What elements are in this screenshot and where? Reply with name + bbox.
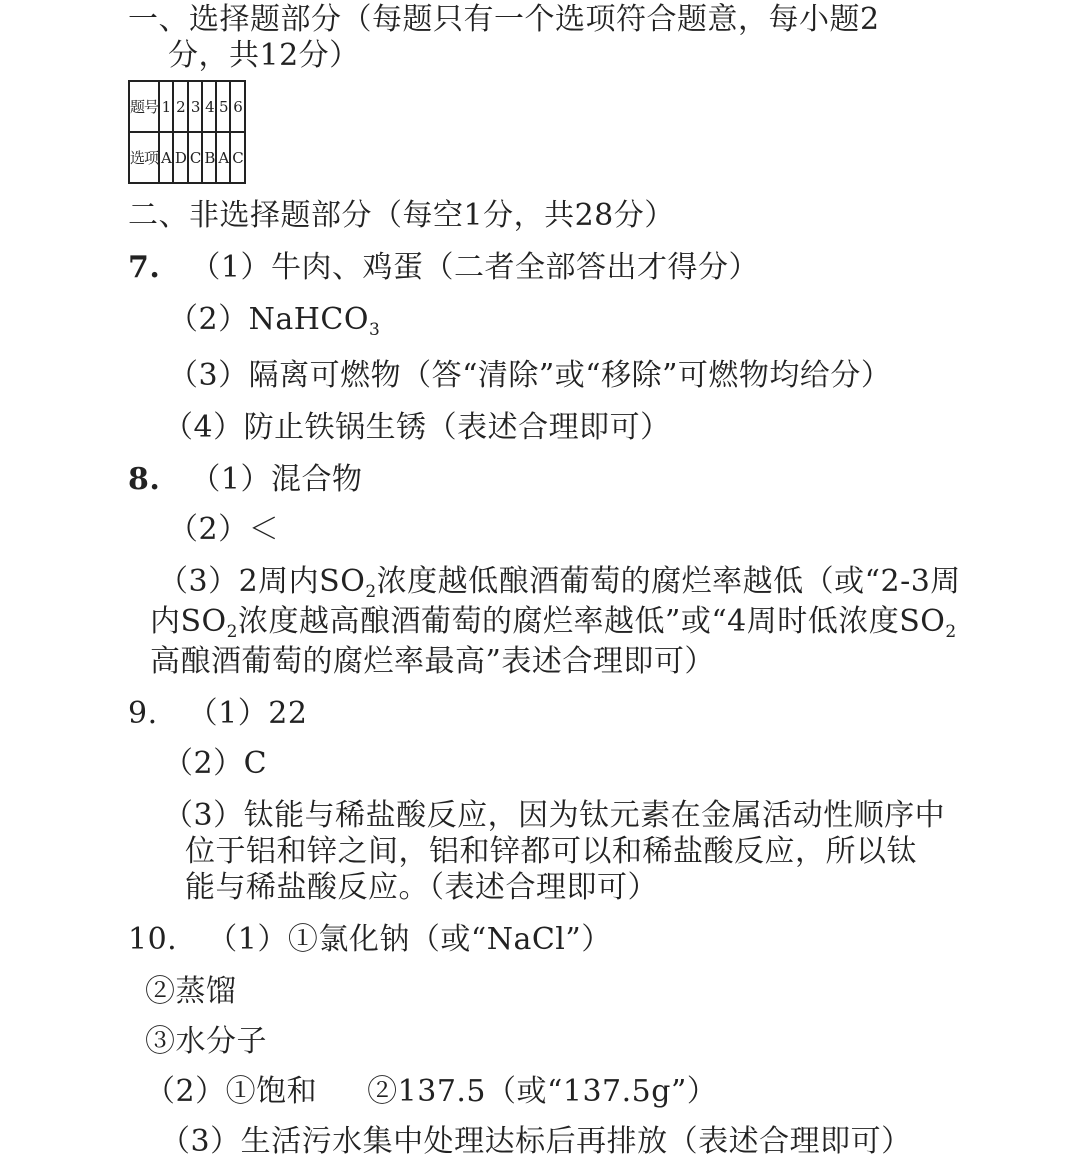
q7-answer-2-text: （2）NaHCO [168,302,369,337]
q8-number: 8. [128,462,161,497]
table-cell-option: B [202,132,216,183]
table-cell-number: 3 [188,81,202,132]
q10-number: 10. [128,922,178,957]
table-cell-number: 5 [216,81,230,132]
q10-answer-3: （3）生活污水集中处理达标后再排放（表述合理即可） [160,1124,912,1159]
q8-answer-1 [128,462,362,498]
q10-answer-2-part2: ②137.5（或“137.5g”） [367,1074,718,1109]
q8-a3-l1-part1: （3）2周内SO [158,564,366,599]
table-row-numbers [129,81,245,132]
q10-answer-1-2: ②蒸馏 [145,974,237,1009]
q9-answer-3-line3: 能与稀盐酸反应。（表述合理即可） [185,870,658,905]
q10-answer-1 [128,922,612,958]
q8-answer-3-line2 [150,604,957,640]
q10-answer-1-text: （1）①氯化钠（或“NaCl”） [207,922,612,957]
q10-answer-2-part1: （2）①饱和 [145,1074,318,1109]
table-cell-option: A [159,132,173,183]
q8-a3-l2-subscript: 2 [226,622,238,642]
section-one-heading-line1: 一、选择题部分（每题只有一个选项符合题意，每小题2 [128,2,880,37]
table-cell-option: C [230,132,244,183]
table-row-options [129,132,245,183]
q7-answer-1 [128,250,759,286]
table-cell-number: 6 [230,81,244,132]
table-cell-option: C [188,132,202,183]
q8-answer-1-text: （1）混合物 [190,462,363,497]
q8-a3-l2-part2: 浓度越高酿酒葡萄的腐烂率越低”或“4周时低浓度SO [237,604,946,639]
q9-number: 9. [128,696,158,731]
q7-answer-2 [168,302,380,338]
table-cell-option: A [216,132,230,183]
q9-answer-3-line1: （3）钛能与稀盐酸反应，因为钛元素在金属活动性顺序中 [163,798,946,833]
q10-answer-2 [145,1074,717,1110]
q9-answer-1-text: （1）22 [187,696,308,731]
q8-a3-l2-part1: 内SO [150,604,227,639]
table-cell-number: 1 [159,81,173,132]
q8-answer-3-line3: 高酿酒葡萄的腐烂率最高”表述合理即可） [150,644,715,679]
q8-a3-l1-subscript: 2 [365,582,377,602]
q7-number: 7. [128,250,161,285]
table-cell-option: D [173,132,188,183]
q10-answer-1-3: ③水分子 [145,1024,267,1059]
q7-answer-2-subscript: 3 [368,320,381,340]
q7-answer-3: （3）隔离可燃物（答“清除”或“移除”可燃物均给分） [168,358,892,393]
q7-answer-4: （4）防止铁锅生锈（表述合理即可） [163,410,671,445]
table-label-option: 选项 [129,132,159,183]
q8-answer-3-line1 [158,564,961,600]
q8-a3-l1-part2: 浓度越低酿酒葡萄的腐烂率越低（或“2-3周 [376,564,961,599]
q7-answer-1-text: （1）牛肉、鸡蛋（二者全部答出才得分） [190,250,759,285]
answer-table [128,80,246,184]
table-label-question-number: 题号 [129,81,159,132]
section-one-heading-line2: 分，共12分） [168,38,360,73]
q9-answer-3-line2: 位于铝和锌之间，铝和锌都可以和稀盐酸反应，所以钛 [185,834,917,869]
q8-a3-l2-subscript2: 2 [945,622,957,642]
section-two-heading: 二、非选择题部分（每空1分，共28分） [128,198,675,233]
q9-answer-1 [128,696,307,732]
q8-answer-2: （2）＜ [168,512,280,547]
table-cell-number: 4 [202,81,216,132]
q9-answer-2: （2）C [163,746,268,781]
table-cell-number: 2 [173,81,188,132]
